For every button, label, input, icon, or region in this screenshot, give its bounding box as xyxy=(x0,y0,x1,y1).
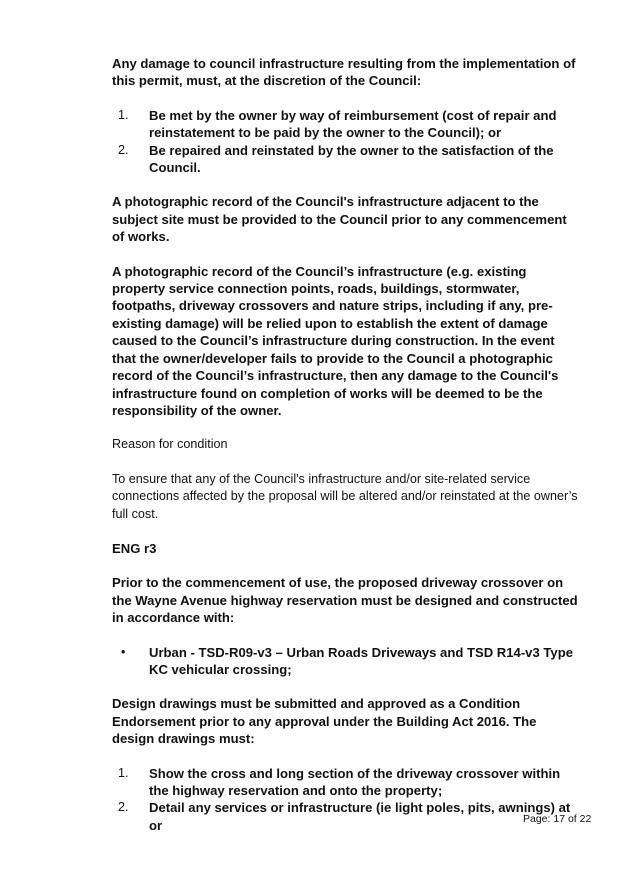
list-item-text: Show the cross and long section of the driveway crossover within the highway reservation and onto the property; xyxy=(149,765,561,798)
design-intro: Design drawings must be submitted and approved as a Condition Endorsement prior to any approval under the Building Act 2016. The design drawings must: xyxy=(112,696,537,747)
reason-text: To ensure that any of the Council's infrastructure and/or site-related service connections affected by the proposal will be altered and/or reinstated at the owner’s full cost. xyxy=(112,471,578,521)
list-item-text: Urban - TSD-R09-v3 – Urban Roads Driveways and TSD R14-v3 Type KC vehicular crossing; xyxy=(149,644,573,677)
list-item-text: Detail any services or infrastructure (ie light poles, pits, awnings) at or xyxy=(149,800,571,833)
design-list xyxy=(112,765,578,835)
list-item xyxy=(112,644,578,679)
damage-list xyxy=(112,107,578,177)
list-item xyxy=(112,107,578,142)
list-item xyxy=(112,765,578,800)
list-item-text: Be repaired and reinstated by the owner to the satisfaction of the Council. xyxy=(149,142,554,176)
photo-record-paragraph-2: A photographic record of the Council’s infrastructure (e.g. existing property service connection points, roads, buildings, stormwater, footpaths, driveway crossovers and nature strips, including if any, pre-existing damage) will be relied upon to establish the extent of damage caused to the Council’s infrastructure during construction. In the event that the owner/developer fails to provide to the Council a photographic record of the Council’s infrastructure, then any damage to the Council's infrastructure found on completion of works will be deemed to be the responsibility of the owner. xyxy=(112,263,559,418)
list-item xyxy=(112,142,578,177)
list-number: 2. xyxy=(118,800,129,815)
list-item xyxy=(112,799,578,834)
eng-intro: Prior to the commencement of use, the proposed driveway crossover on the Wayne Avenue highway reservation must be designed and constructed in accordance with: xyxy=(112,575,578,626)
list-number: 1. xyxy=(118,765,129,780)
bullet-icon: • xyxy=(121,644,126,659)
list-number: 2. xyxy=(118,142,129,157)
list-number: 1. xyxy=(118,107,129,122)
list-item-text: Be met by the owner by way of reimbursement (cost of repair and reinstatement to be paid by the owner to the Council); or xyxy=(149,107,557,141)
page-number: Page: 17 of 22 xyxy=(523,813,592,825)
reason-heading: Reason for condition xyxy=(112,437,228,452)
damage-intro: Any damage to council infrastructure resulting from the implementation of this permit, must, at the discretion of the Council: xyxy=(112,56,576,89)
photo-record-paragraph-1: A photographic record of the Council's infrastructure adjacent to the subject site must be provided to the Council prior to any commencement of works. xyxy=(112,194,567,245)
eng-bullet-list xyxy=(112,644,578,679)
eng-heading: ENG r3 xyxy=(112,540,157,556)
